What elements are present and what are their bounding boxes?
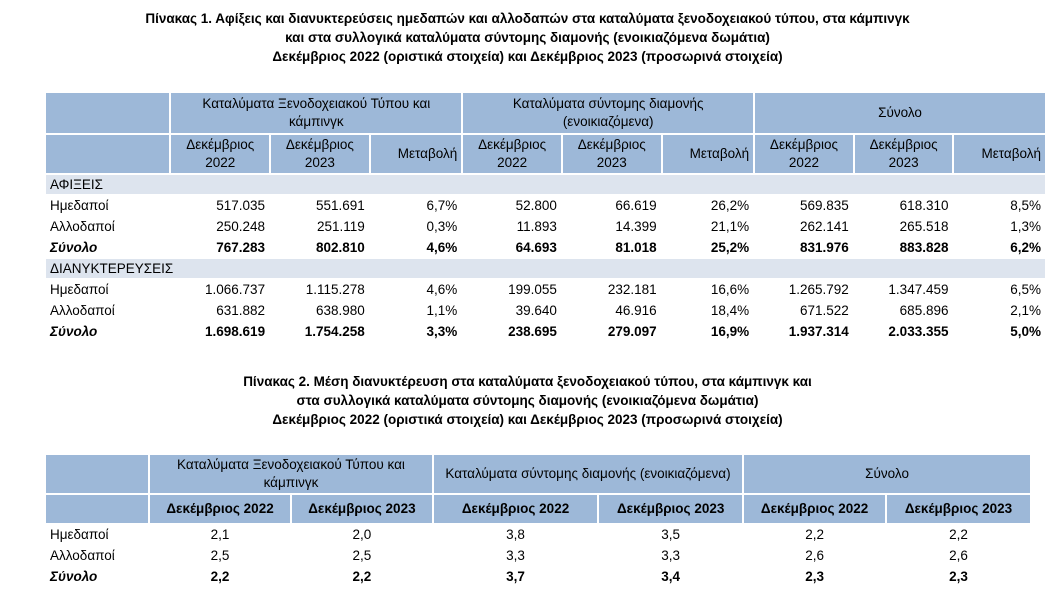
table-cell: 18,4% [710, 303, 750, 318]
row-label: Αλλοδαποί [50, 548, 115, 563]
table-cell: 517.035 [216, 198, 266, 213]
group-header: Καταλύματα Ξενοδοχειακού Τύπου και κάμπινγκ [150, 455, 432, 493]
col-header: Μεταβολή [954, 135, 1045, 173]
table-cell: 81.018 [615, 240, 657, 255]
table-cell: 1.115.278 [305, 282, 365, 297]
table-cell: 6,5% [1010, 282, 1041, 297]
col-header: Δεκέμβριος 2022 [744, 495, 885, 523]
col-header: Δεκέμβριος 2023 [887, 495, 1030, 523]
table-cell: 16,9% [710, 324, 750, 339]
table-row [46, 322, 1045, 341]
table-cell: 631.882 [216, 303, 266, 318]
table-cell: 199.055 [508, 282, 557, 297]
table-cell: 2,5 [210, 548, 230, 563]
table-row [46, 567, 1030, 586]
table2 [44, 453, 1032, 588]
table-cell: 2,1 [210, 527, 230, 542]
table-cell: 3,7 [506, 569, 525, 584]
table-cell: 2,6 [949, 548, 968, 563]
table-cell: 6,2% [1010, 240, 1041, 255]
table-cell: 2,2 [352, 569, 372, 584]
table1-title [0, 9, 1055, 66]
row-label: Αλλοδαποί [50, 303, 115, 318]
table-cell: 1.937.314 [788, 324, 849, 339]
table-cell: 238.695 [508, 324, 557, 339]
table-cell: 2,3 [805, 569, 824, 584]
header-corner [46, 495, 148, 523]
table-cell: 3,3 [506, 548, 525, 563]
table-cell: 2,2 [949, 527, 968, 542]
table-cell: 52.800 [515, 198, 557, 213]
group-header: Καταλύματα σύντομης διαμονής (ενοικιαζόμενα) [434, 455, 742, 493]
row-label: Αλλοδαποί [50, 219, 115, 234]
col-header: Δεκέμβριος 2023 [855, 135, 953, 173]
table-cell: 3,5 [661, 527, 681, 542]
col-header: Δεκέμβριος 2022 [171, 135, 269, 173]
table-cell: 46.916 [615, 303, 657, 318]
col-header: Δεκέμβριος 2023 [599, 495, 742, 523]
table-cell: 618.310 [899, 198, 949, 213]
table-row [46, 238, 1045, 257]
table1 [44, 91, 1047, 343]
table-cell: 5,0% [1010, 324, 1041, 339]
table-cell: 802.810 [315, 240, 365, 255]
row-label: Σύνολο [50, 569, 98, 584]
col-header: Δεκέμβριος 2022 [463, 135, 561, 173]
table-cell: 831.976 [799, 240, 849, 255]
col-header: Δεκέμβριος 2023 [292, 495, 432, 523]
table-cell: 16,6% [710, 282, 750, 297]
table-cell: 1,3% [1010, 219, 1041, 234]
table1-title-line: και στα συλλογικά καταλύματα σύντομης διαμονής (ενοικιαζόμενα δωμάτια) [285, 30, 770, 45]
section-header: ΔΙΑΝΥΚΤΕΡΕΥΣΕΙΣ [46, 259, 1045, 278]
header-corner [46, 135, 169, 173]
table-cell: 671.522 [799, 303, 849, 318]
table-cell: 0,3% [426, 219, 458, 234]
table-cell: 1.066.737 [205, 282, 266, 297]
table-cell: 2.033.355 [888, 324, 949, 339]
row-label: Ημεδαποί [50, 282, 109, 297]
col-header: Δεκέμβριος 2023 [563, 135, 661, 173]
table1-title-line: Πίνακας 1. Αφίξεις και διανυκτερεύσεις ημεδαπών και αλλοδαπών στα καταλύματα ξενοδοχειακού τύπου, στα κάμπινγκ [145, 11, 910, 26]
table-cell: 279.097 [607, 324, 657, 339]
table-cell: 265.518 [899, 219, 949, 234]
table-cell: 232.181 [607, 282, 657, 297]
table-cell: 3,3% [426, 324, 458, 339]
table-cell: 262.141 [799, 219, 849, 234]
table-cell: 2,3 [949, 569, 968, 584]
table-cell: 3,8 [506, 527, 525, 542]
table-row [46, 280, 1045, 299]
table-row [46, 546, 1030, 565]
table-cell: 3,4 [661, 569, 681, 584]
col-header: Δεκέμβριος 2022 [150, 495, 290, 523]
header-corner [46, 93, 169, 133]
table2-title-line: Δεκέμβριος 2022 (οριστικά στοιχεία) και Δεκέμβριος 2023 (προσωρινά στοιχεία) [272, 412, 783, 427]
table-cell: 8,5% [1010, 198, 1041, 213]
table-cell: 25,2% [710, 240, 750, 255]
col-header: Μεταβολή [371, 135, 461, 173]
table-row [46, 217, 1045, 236]
table-cell: 2,2 [805, 527, 824, 542]
table-cell: 685.896 [899, 303, 949, 318]
table-cell: 2,2 [210, 569, 230, 584]
table-cell: 21,1% [710, 219, 750, 234]
table-cell: 4,6% [426, 282, 458, 297]
table2-title-line: Πίνακας 2. Μέση διανυκτέρευση στα καταλύματα ξενοδοχειακού τύπου, στα κάμπινγκ και [243, 374, 812, 389]
table1-title-line: Δεκέμβριος 2022 (οριστικά στοιχεία) και Δεκέμβριος 2023 (προσωρινά στοιχεία) [272, 49, 783, 64]
row-label: Ημεδαποί [50, 198, 109, 213]
table-cell: 64.693 [515, 240, 557, 255]
row-label: Ημεδαποί [50, 527, 109, 542]
row-label: Σύνολο [50, 324, 98, 339]
header-corner [46, 455, 148, 493]
table-row [46, 525, 1030, 544]
table-cell: 3,3 [661, 548, 681, 563]
col-header: Δεκέμβριος 2022 [434, 495, 597, 523]
table-cell: 638.980 [315, 303, 365, 318]
table-cell: 6,7% [426, 198, 458, 213]
table-cell: 2,5 [352, 548, 372, 563]
group-header: Καταλύματα σύντομης διαμονής (ενοικιαζόμενα) [463, 93, 753, 133]
table-row [46, 301, 1045, 320]
col-header: Μεταβολή [663, 135, 753, 173]
group-header: Καταλύματα Ξενοδοχειακού Τύπου και κάμπινγκ [171, 93, 461, 133]
table-cell: 26,2% [710, 198, 750, 213]
table-cell: 2,0 [352, 527, 372, 542]
table-cell: 2,1% [1010, 303, 1041, 318]
table2-title-line: στα συλλογικά καταλύματα σύντομης διαμονής (ενοικιαζόμενα δωμάτια) [296, 393, 759, 408]
table-cell: 883.828 [899, 240, 949, 255]
table-cell: 1,1% [426, 303, 458, 318]
table-cell: 2,6 [805, 548, 824, 563]
col-header: Δεκέμβριος 2023 [271, 135, 369, 173]
table-cell: 251.119 [316, 219, 365, 234]
table-cell: 4,6% [426, 240, 458, 255]
row-label: Σύνολο [50, 240, 98, 255]
section-header: ΑΦΙΞΕΙΣ [46, 175, 1045, 194]
table-cell: 66.619 [615, 198, 657, 213]
table-cell: 569.835 [799, 198, 849, 213]
table-cell: 1.265.792 [788, 282, 849, 297]
table-cell: 767.283 [216, 240, 266, 255]
table-cell: 1.698.619 [205, 324, 266, 339]
table2-title [0, 372, 1055, 429]
table-cell: 551.691 [315, 198, 365, 213]
table-cell: 39.640 [515, 303, 557, 318]
table-row [46, 196, 1045, 215]
table-cell: 1.754.258 [304, 324, 365, 339]
table-cell: 1.347.459 [888, 282, 949, 297]
table-cell: 11.893 [516, 219, 557, 234]
table-cell: 250.248 [216, 219, 266, 234]
table-cell: 14.399 [615, 219, 657, 234]
group-header: Σύνολο [744, 455, 1030, 493]
group-header: Σύνολο [755, 93, 1045, 133]
col-header: Δεκέμβριος 2022 [755, 135, 853, 173]
